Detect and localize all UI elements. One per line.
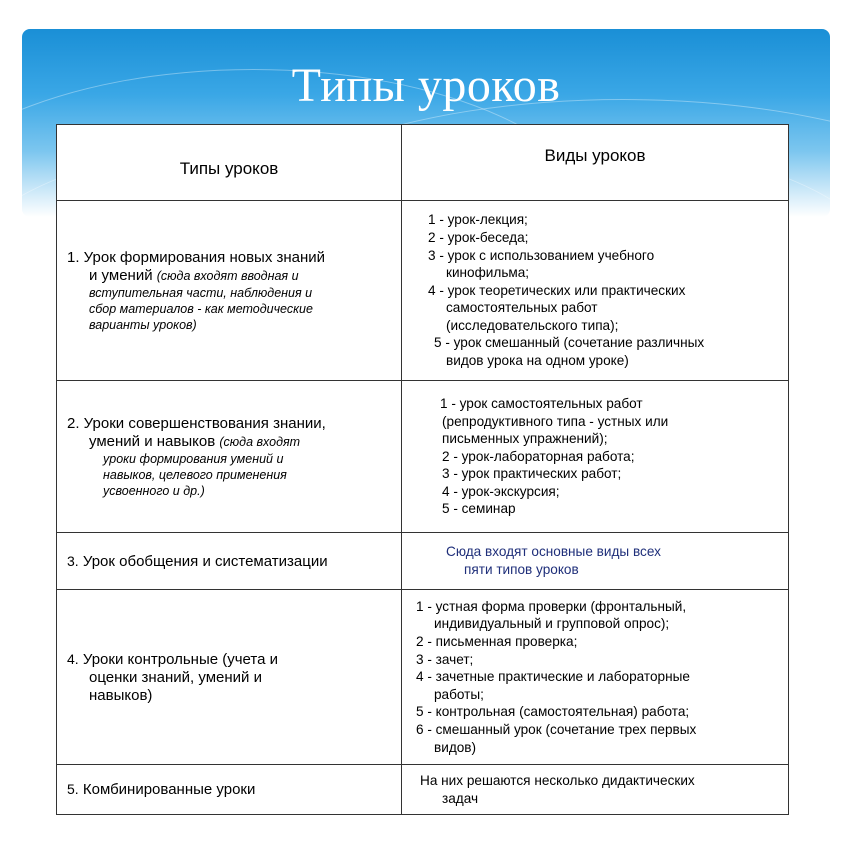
lesson-type-note: усвоенного и др.)	[103, 483, 205, 498]
lesson-type-text: и умений	[89, 266, 153, 284]
lesson-kinds-cell	[402, 765, 789, 815]
lesson-type-line: навыков)	[89, 686, 153, 704]
lesson-type-note: навыков, целевого применения	[103, 467, 287, 482]
lesson-kind-item: 5 - урок смешанный (сочетание различных	[434, 335, 705, 351]
lesson-kind-item: 6 - смешанный урок (сочетание трех первых	[416, 721, 697, 737]
lesson-kind-item: письменных упражнений);	[442, 431, 608, 447]
lesson-kinds-cell	[402, 201, 789, 381]
lesson-type-line	[67, 552, 393, 571]
lesson-type-note: уроки формирования умений и	[103, 451, 284, 466]
lesson-type-note: (сюда входят	[219, 434, 301, 449]
lesson-kind-item: 3 - урок с использованием учебного	[428, 247, 655, 263]
lesson-type-number: 4.	[67, 650, 79, 667]
lesson-kind-item: 2 - урок-беседа;	[428, 229, 529, 245]
table-row	[57, 533, 789, 590]
table-row	[57, 381, 789, 533]
slide-title: Типы уроков	[291, 59, 561, 112]
lesson-type-line	[67, 650, 393, 669]
lesson-kind-item: 3 - зачет;	[416, 651, 474, 667]
lesson-kind-item: Сюда входят основные виды всех	[446, 544, 661, 560]
lesson-kinds-cell	[402, 533, 789, 590]
lesson-kind-item: индивидуальный и групповой опрос);	[434, 616, 670, 632]
lesson-kind-item: 1 - устная форма проверки (фронтальный,	[416, 598, 687, 614]
lesson-kind-item: 2 - урок-лабораторная работа;	[442, 448, 635, 464]
lesson-type-note: вступительная части, наблюдения и	[89, 285, 313, 300]
table-row	[57, 590, 789, 765]
lesson-type-line: 2. Уроки совершенствования знании,	[67, 414, 326, 432]
lesson-kinds-cell	[402, 381, 789, 533]
lesson-kind-item: 4 - урок теоретических или практических	[428, 282, 686, 298]
lesson-type-cell	[57, 533, 402, 590]
lesson-kind-item: пяти типов уроков	[464, 562, 579, 577]
lesson-kind-item: работы;	[434, 686, 484, 702]
lesson-kind-item: (исследовательского типа);	[446, 317, 619, 333]
lesson-type-cell	[57, 201, 402, 381]
lesson-kind-item: 3 - урок практических работ;	[442, 466, 622, 482]
lesson-kind-item: 5 - семинар	[442, 501, 516, 517]
lesson-kind-item: На них решаются несколько дидактических	[420, 772, 695, 788]
lesson-kind-item: видов урока на одном уроке)	[446, 353, 629, 369]
lesson-kind-item: самостоятельных работ	[446, 300, 598, 316]
lesson-kind-item: задач	[442, 790, 479, 806]
lesson-type-cell	[57, 590, 402, 765]
header-lesson-kinds: Виды уроков	[402, 125, 789, 201]
lesson-type-note: варианты уроков)	[89, 317, 197, 332]
lesson-kind-item: видов)	[434, 739, 477, 755]
lesson-type-line: оценки знаний, умений и	[89, 668, 262, 686]
lesson-kinds-cell	[402, 590, 789, 765]
table-header-row	[57, 125, 789, 201]
table-row	[57, 765, 789, 815]
lesson-types-table	[56, 124, 789, 815]
lesson-kind-item: 1 - урок-лекция;	[428, 212, 528, 228]
lesson-type-number: 5.	[67, 781, 79, 797]
lesson-kind-item: 2 - письменная проверка;	[416, 634, 578, 650]
lesson-type-number: 3.	[67, 552, 79, 569]
lesson-type-line: 1. Урок формирования новых знаний	[67, 248, 326, 266]
lesson-type-text: Урок обобщения и систематизации	[82, 552, 328, 570]
table-row	[57, 201, 789, 381]
lesson-type-note: сбор материалов - как методические	[89, 301, 313, 316]
lesson-type-note: (сюда входят вводная и	[156, 268, 299, 283]
lesson-type-cell	[57, 765, 402, 815]
lesson-type-text: Комбинированные уроки	[82, 781, 256, 798]
lesson-type-line	[67, 267, 393, 285]
lesson-kind-item: 1 - урок самостоятельных работ	[440, 395, 643, 411]
header-lesson-types: Типы уроков	[57, 125, 402, 201]
lesson-type-text: умений и навыков	[89, 432, 216, 450]
lesson-kind-item: 4 - урок-экскурсия;	[442, 483, 560, 499]
lesson-kind-item: (репродуктивного типа - устных или	[442, 413, 669, 429]
lesson-type-line	[67, 780, 393, 799]
lesson-type-line	[67, 433, 393, 451]
lesson-type-cell	[57, 381, 402, 533]
lesson-kind-item: 4 - зачетные практические и лабораторные	[416, 669, 690, 685]
lesson-kind-item: 5 - контрольная (самостоятельная) работа;	[416, 704, 690, 720]
lesson-type-text: Уроки контрольные (учета и	[82, 650, 278, 668]
lesson-kind-item: кинофильма;	[446, 265, 530, 281]
